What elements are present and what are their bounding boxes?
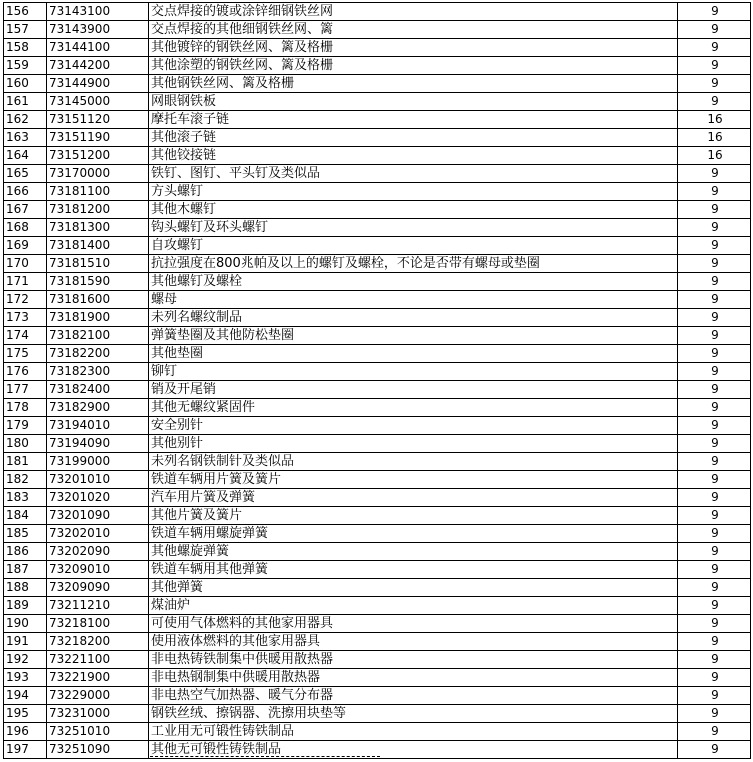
table-row: [4, 129, 751, 147]
table-row: [4, 345, 751, 363]
product-name-cell[interactable]: 螺母: [149, 291, 678, 309]
tariff-table: [3, 2, 751, 759]
product-name-cell[interactable]: 其他螺旋弹簧: [149, 543, 678, 561]
rate-cell[interactable]: 9: [678, 543, 751, 561]
product-name-cell[interactable]: 使用液体燃料的其他家用器具: [149, 633, 678, 651]
table-row: [4, 723, 751, 741]
table-row: [4, 489, 751, 507]
table-row: [4, 3, 751, 21]
product-name-cell[interactable]: 其他无螺纹紧固件: [149, 399, 678, 417]
table-row: [4, 651, 751, 669]
row-index-cell[interactable]: 159: [4, 57, 47, 75]
table-row: [4, 93, 751, 111]
hs-code-cell[interactable]: 73144900: [47, 75, 149, 93]
row-index-cell[interactable]: 163: [4, 129, 47, 147]
product-name-cell[interactable]: 铆钉: [149, 363, 678, 381]
hs-code-cell[interactable]: 73151190: [47, 129, 149, 147]
product-name-cell[interactable]: 其他铰接链: [149, 147, 678, 165]
row-index-cell[interactable]: 162: [4, 111, 47, 129]
hs-code-cell[interactable]: 73151200: [47, 147, 149, 165]
table-row: [4, 579, 751, 597]
row-index-cell[interactable]: 186: [4, 543, 47, 561]
hs-code-cell[interactable]: 73182900: [47, 399, 149, 417]
hs-code-cell[interactable]: 73181600: [47, 291, 149, 309]
hs-code-cell[interactable]: 73201090: [47, 507, 149, 525]
hs-code-cell[interactable]: 73181900: [47, 309, 149, 327]
rate-cell[interactable]: 9: [678, 381, 751, 399]
product-name-cell[interactable]: 汽车用片簧及弹簧: [149, 489, 678, 507]
hs-code-cell[interactable]: 73181400: [47, 237, 149, 255]
table-row: [4, 183, 751, 201]
table-row: [4, 273, 751, 291]
rate-cell[interactable]: 9: [678, 615, 751, 633]
table-row: [4, 507, 751, 525]
row-index-cell[interactable]: 160: [4, 75, 47, 93]
rate-cell[interactable]: 9: [678, 507, 751, 525]
table-row: [4, 147, 751, 165]
table-row: [4, 417, 751, 435]
rate-cell[interactable]: 9: [678, 687, 751, 705]
hs-code-cell[interactable]: 73181200: [47, 201, 149, 219]
table-row: [4, 39, 751, 57]
row-index-cell[interactable]: 196: [4, 723, 47, 741]
table-row: [4, 471, 751, 489]
hs-code-cell[interactable]: 73251090: [47, 741, 149, 759]
row-index-cell[interactable]: 182: [4, 471, 47, 489]
row-index-cell[interactable]: 175: [4, 345, 47, 363]
rate-cell[interactable]: 9: [678, 651, 751, 669]
rate-cell[interactable]: 9: [678, 453, 751, 471]
row-index-cell[interactable]: 183: [4, 489, 47, 507]
rate-cell[interactable]: 9: [678, 273, 751, 291]
product-name-cell[interactable]: 未列名螺纹制品: [149, 309, 678, 327]
hs-code-cell[interactable]: 73181590: [47, 273, 149, 291]
product-name-cell[interactable]: 其他木螺钉: [149, 201, 678, 219]
product-name-cell[interactable]: 煤油炉: [149, 597, 678, 615]
hs-code-cell[interactable]: 73182200: [47, 345, 149, 363]
table-row: [4, 291, 751, 309]
product-name-cell[interactable]: 铁道车辆用螺旋弹簧: [149, 525, 678, 543]
hs-code-cell[interactable]: 73231000: [47, 705, 149, 723]
table-row: [4, 237, 751, 255]
row-index-cell[interactable]: 187: [4, 561, 47, 579]
table-row: [4, 525, 751, 543]
rate-cell[interactable]: 9: [678, 219, 751, 237]
table-row: [4, 309, 751, 327]
hs-code-cell[interactable]: 73194010: [47, 417, 149, 435]
product-name-cell[interactable]: 可使用气体燃料的其他家用器具: [149, 615, 678, 633]
next-row-cutoff: [150, 756, 380, 762]
rate-cell[interactable]: 9: [678, 237, 751, 255]
table-row: [4, 615, 751, 633]
hs-code-cell[interactable]: 73181100: [47, 183, 149, 201]
hs-code-cell[interactable]: 73151120: [47, 111, 149, 129]
product-name-cell[interactable]: 交点焊接的其他细钢铁丝网、篱: [149, 21, 678, 39]
rate-cell[interactable]: 9: [678, 165, 751, 183]
product-name-cell[interactable]: 弹簧垫圈及其他防松垫圈: [149, 327, 678, 345]
rate-cell[interactable]: 16: [678, 129, 751, 147]
row-index-cell[interactable]: 179: [4, 417, 47, 435]
product-name-cell[interactable]: 铁道车辆用片簧及簧片: [149, 471, 678, 489]
row-index-cell[interactable]: 157: [4, 21, 47, 39]
hs-code-cell[interactable]: 73144100: [47, 39, 149, 57]
row-index-cell[interactable]: 177: [4, 381, 47, 399]
row-index-cell[interactable]: 156: [4, 3, 47, 21]
table-row: [4, 21, 751, 39]
row-index-cell[interactable]: 192: [4, 651, 47, 669]
rate-cell[interactable]: 9: [678, 417, 751, 435]
hs-code-cell[interactable]: 73201020: [47, 489, 149, 507]
rate-cell[interactable]: 9: [678, 201, 751, 219]
hs-code-cell[interactable]: 73144200: [47, 57, 149, 75]
row-index-cell[interactable]: 165: [4, 165, 47, 183]
row-index-cell[interactable]: 173: [4, 309, 47, 327]
product-name-cell[interactable]: 钢铁丝绒、擦锅器、洗擦用块垫等: [149, 705, 678, 723]
product-name-cell[interactable]: 交点焊接的镀或涂锌细钢铁丝网: [149, 3, 678, 21]
row-index-cell[interactable]: 166: [4, 183, 47, 201]
hs-code-cell[interactable]: 73202010: [47, 525, 149, 543]
row-index-cell[interactable]: 190: [4, 615, 47, 633]
rate-cell[interactable]: 9: [678, 21, 751, 39]
hs-code-cell[interactable]: 73251010: [47, 723, 149, 741]
row-index-cell[interactable]: 191: [4, 633, 47, 651]
hs-code-cell[interactable]: 73181300: [47, 219, 149, 237]
rate-cell[interactable]: 9: [678, 327, 751, 345]
rate-cell[interactable]: 9: [678, 489, 751, 507]
rate-cell[interactable]: 9: [678, 525, 751, 543]
hs-code-cell[interactable]: 73201010: [47, 471, 149, 489]
rate-cell[interactable]: 9: [678, 435, 751, 453]
product-name-cell[interactable]: 方头螺钉: [149, 183, 678, 201]
rate-cell[interactable]: 9: [678, 633, 751, 651]
rate-cell[interactable]: 9: [678, 309, 751, 327]
hs-code-cell[interactable]: 73182300: [47, 363, 149, 381]
row-index-cell[interactable]: 169: [4, 237, 47, 255]
product-name-cell[interactable]: 铁道车辆用其他弹簧: [149, 561, 678, 579]
product-name-cell[interactable]: 非电热钢制集中供暖用散热器: [149, 669, 678, 687]
rate-cell[interactable]: 9: [678, 39, 751, 57]
row-index-cell[interactable]: 181: [4, 453, 47, 471]
row-index-cell[interactable]: 184: [4, 507, 47, 525]
rate-cell[interactable]: 9: [678, 669, 751, 687]
hs-code-cell[interactable]: 73218200: [47, 633, 149, 651]
rate-cell[interactable]: 9: [678, 363, 751, 381]
row-index-cell[interactable]: 174: [4, 327, 47, 345]
rate-cell[interactable]: 9: [678, 741, 751, 759]
rate-cell[interactable]: 9: [678, 597, 751, 615]
hs-code-cell[interactable]: 73218100: [47, 615, 149, 633]
product-name-cell[interactable]: 抗拉强度在800兆帕及以上的螺钉及螺栓，不论是否带有螺母或垫圈: [149, 255, 678, 273]
product-name-cell[interactable]: 其他滚子链: [149, 129, 678, 147]
row-index-cell[interactable]: 170: [4, 255, 47, 273]
row-index-cell[interactable]: 195: [4, 705, 47, 723]
rate-cell[interactable]: 9: [678, 57, 751, 75]
row-index-cell[interactable]: 188: [4, 579, 47, 597]
row-index-cell[interactable]: 161: [4, 93, 47, 111]
product-name-cell[interactable]: 安全别针: [149, 417, 678, 435]
table-body: [4, 3, 751, 759]
table-row: [4, 201, 751, 219]
hs-code-cell[interactable]: 73202090: [47, 543, 149, 561]
row-index-cell[interactable]: 167: [4, 201, 47, 219]
product-name-cell[interactable]: 其他垫圈: [149, 345, 678, 363]
table-row: [4, 543, 751, 561]
row-index-cell[interactable]: 158: [4, 39, 47, 57]
hs-code-cell[interactable]: 73182400: [47, 381, 149, 399]
row-index-cell[interactable]: 164: [4, 147, 47, 165]
product-name-cell[interactable]: 网眼钢铁板: [149, 93, 678, 111]
rate-cell[interactable]: 9: [678, 723, 751, 741]
rate-cell[interactable]: 9: [678, 291, 751, 309]
table-row: [4, 669, 751, 687]
product-name-cell[interactable]: 其他钢铁丝网、篱及格栅: [149, 75, 678, 93]
product-name-cell[interactable]: 非电热空气加热器、暖气分布器: [149, 687, 678, 705]
row-index-cell[interactable]: 176: [4, 363, 47, 381]
table-row: [4, 165, 751, 183]
hs-code-cell[interactable]: 73143100: [47, 3, 149, 21]
product-name-cell[interactable]: 摩托车滚子链: [149, 111, 678, 129]
rate-cell[interactable]: 9: [678, 255, 751, 273]
rate-cell[interactable]: 16: [678, 147, 751, 165]
row-index-cell[interactable]: 178: [4, 399, 47, 417]
rate-cell[interactable]: 9: [678, 399, 751, 417]
row-index-cell[interactable]: 189: [4, 597, 47, 615]
hs-code-cell[interactable]: 73181510: [47, 255, 149, 273]
rate-cell[interactable]: 9: [678, 183, 751, 201]
row-index-cell[interactable]: 194: [4, 687, 47, 705]
rate-cell[interactable]: 9: [678, 75, 751, 93]
hs-code-cell[interactable]: 73182100: [47, 327, 149, 345]
hs-code-cell[interactable]: 73229000: [47, 687, 149, 705]
product-name-cell[interactable]: 其他无可锻性铸铁制品: [149, 741, 678, 759]
product-name-cell[interactable]: 其他片簧及簧片: [149, 507, 678, 525]
table-row: [4, 435, 751, 453]
hs-code-cell[interactable]: 73221100: [47, 651, 149, 669]
hs-code-cell[interactable]: 73143900: [47, 21, 149, 39]
table-row: [4, 381, 751, 399]
rate-cell[interactable]: 9: [678, 705, 751, 723]
rate-cell[interactable]: 9: [678, 3, 751, 21]
table-row: [4, 255, 751, 273]
product-name-cell[interactable]: 铁钉、图钉、平头钉及类似品: [149, 165, 678, 183]
row-index-cell[interactable]: 180: [4, 435, 47, 453]
table-row: [4, 561, 751, 579]
hs-code-cell[interactable]: 73221900: [47, 669, 149, 687]
table-row: [4, 363, 751, 381]
product-name-cell[interactable]: 未列名钢铁制针及类似品: [149, 453, 678, 471]
product-name-cell[interactable]: 自攻螺钉: [149, 237, 678, 255]
product-name-cell[interactable]: 其他涂塑的钢铁丝网、篱及格栅: [149, 57, 678, 75]
row-index-cell[interactable]: 193: [4, 669, 47, 687]
row-index-cell[interactable]: 172: [4, 291, 47, 309]
product-name-cell[interactable]: 其他螺钉及螺栓: [149, 273, 678, 291]
rate-cell[interactable]: 16: [678, 111, 751, 129]
product-name-cell[interactable]: 其他弹簧: [149, 579, 678, 597]
table-row: [4, 219, 751, 237]
rate-cell[interactable]: 9: [678, 561, 751, 579]
table-row: [4, 687, 751, 705]
product-name-cell[interactable]: 非电热铸铁制集中供暖用散热器: [149, 651, 678, 669]
row-index-cell[interactable]: 171: [4, 273, 47, 291]
table-row: [4, 75, 751, 93]
table-row: [4, 57, 751, 75]
product-name-cell[interactable]: 销及开尾销: [149, 381, 678, 399]
product-name-cell[interactable]: 工业用无可锻性铸铁制品: [149, 723, 678, 741]
rate-cell[interactable]: 9: [678, 93, 751, 111]
table-row: [4, 111, 751, 129]
product-name-cell[interactable]: 钩头螺钉及环头螺钉: [149, 219, 678, 237]
row-index-cell[interactable]: 168: [4, 219, 47, 237]
table-row: [4, 597, 751, 615]
row-index-cell[interactable]: 197: [4, 741, 47, 759]
rate-cell[interactable]: 9: [678, 471, 751, 489]
table-row: [4, 327, 751, 345]
row-index-cell[interactable]: 185: [4, 525, 47, 543]
hs-code-cell[interactable]: 73194090: [47, 435, 149, 453]
hs-code-cell[interactable]: 73211210: [47, 597, 149, 615]
table-row: [4, 633, 751, 651]
product-name-cell[interactable]: 其他镀锌的钢铁丝网、篱及格栅: [149, 39, 678, 57]
hs-code-cell[interactable]: 73209010: [47, 561, 149, 579]
product-name-cell[interactable]: 其他别针: [149, 435, 678, 453]
rate-cell[interactable]: 9: [678, 579, 751, 597]
hs-code-cell[interactable]: 73199000: [47, 453, 149, 471]
hs-code-cell[interactable]: 73209090: [47, 579, 149, 597]
rate-cell[interactable]: 9: [678, 345, 751, 363]
hs-code-cell[interactable]: 73145000: [47, 93, 149, 111]
table-row: [4, 705, 751, 723]
hs-code-cell[interactable]: 73170000: [47, 165, 149, 183]
table-row: [4, 453, 751, 471]
table-row: [4, 399, 751, 417]
